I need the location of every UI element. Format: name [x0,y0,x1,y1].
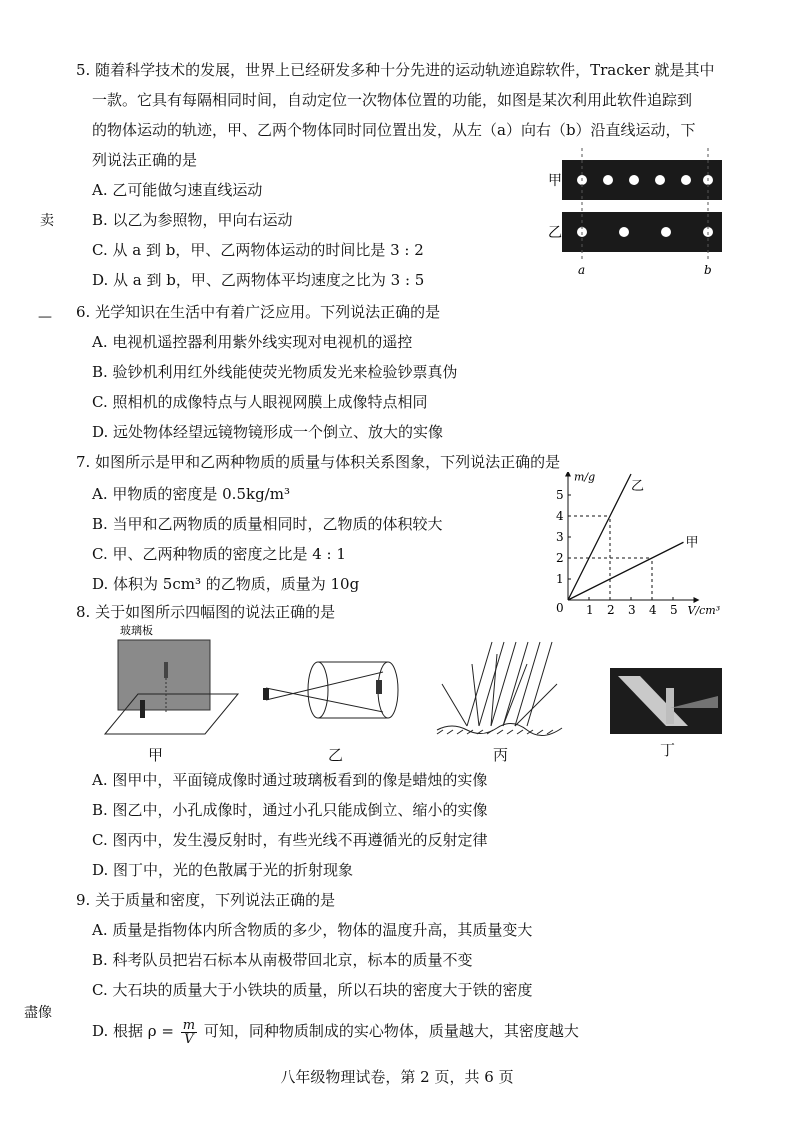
reflected-ray [472,664,479,726]
rough-surface [437,723,562,735]
margin-mark: — [38,309,52,325]
incident-ray [479,642,504,726]
x-tick-label: 5 [670,603,678,617]
incident-ray [527,642,552,726]
prism [666,688,674,724]
position-dot [681,175,691,185]
q8-option-a: A. 图甲中，平面镜成像时通过玻璃板看到的像是蜡烛的实像 [92,771,488,789]
x-axis-label: V/cm³ [687,604,721,617]
q7-option-a: A. 甲物质的密度是 0.5kg/m³ [92,485,290,503]
page-footer: 八年级物理试卷，第 2 页，共 6 页 [280,1068,514,1086]
q5-option-c: C. 从 a 到 b，甲、乙两物体运动的时间比是 3 : 2 [92,241,424,259]
incident-ray [467,642,492,726]
position-dot [629,175,639,185]
q6-stem: 6. 光学知识在生活中有着广泛应用。下列说法正确的是 [76,303,441,321]
figure-label-ding: 丁 [660,741,676,759]
x-tick-label: 4 [649,603,657,617]
figure-label-yi: 乙 [328,746,344,764]
series-line-yi [568,474,631,600]
q9-option-d [92,1016,579,1046]
figure-yi-pinhole [258,650,408,730]
x-axis-arrow [694,597,700,603]
formula-denominator: V [184,1031,194,1047]
origin-label: 0 [556,601,564,615]
position-dot [661,227,671,237]
position-dot [603,175,613,185]
position-dot [655,175,665,185]
q5-stem-line: 5. 随着科学技术的发展，世界上已经研发多种十分先进的运动轨迹追踪软件，Tracker 就是其中 [76,61,715,79]
series-label: 乙 [631,479,645,494]
q8-option-d: D. 图丁中，光的色散属于光的折射现象 [92,861,354,879]
y-tick-label: 3 [556,530,564,544]
margin-mark: 盡像 [24,1005,52,1021]
glass-plate-label: 玻璃板 [120,624,153,637]
y-tick-label: 1 [556,572,564,586]
q9-option-d-text: 可知，同种物质制成的实心物体，质量越大，其密度越大 [203,1022,579,1040]
row-label-yi: 乙 [548,225,562,241]
density-formula [181,1019,197,1046]
inverted-image [376,680,382,694]
q7-option-d: D. 体积为 5cm³ 的乙物质，质量为 10g [92,575,360,593]
row-label-jia: 甲 [548,173,562,189]
y-tick-label: 4 [556,509,564,523]
q5-option-d: D. 从 a 到 b，甲、乙两物体平均速度之比为 3 : 5 [92,271,425,289]
q8-option-b: B. 图乙中，小孔成像时，通过小孔只能成倒立、缩小的实像 [92,801,488,819]
q5-option-a: A. 乙可能做匀速直线运动 [92,181,263,199]
x-tick-label: 2 [607,603,615,617]
q5-stem-line: 的物体运动的轨迹，甲、乙两个物体同时同位置出发，从左（a）向右（b）沿直线运动，下 [92,121,696,139]
q7-stem: 7. 如图所示是甲和乙两种物质的质量与体积关系图象，下列说法正确的是 [76,453,561,471]
margin-mark: 卖 [40,213,54,229]
light-ray [266,672,383,700]
q8-option-c: C. 图丙中，发生漫反射时，有些光线不再遵循光的反射定律 [92,831,488,849]
q9-option-c: C. 大石块的质量大于小铁块的质量，所以石块的密度大于铁的密度 [92,981,533,999]
candle [263,688,269,700]
incident-ray [503,642,528,726]
mass-volume-chart [540,472,740,622]
q6-option-d: D. 远处物体经望远镜物镜形成一个倒立、放大的实像 [92,423,444,441]
series-line-jia [568,542,684,600]
y-axis-label: m/g [574,472,596,484]
figure-jia-glass-plate [100,622,240,742]
y-axis-arrow [565,472,571,477]
figure-ding-dispersion-photo [610,668,722,734]
q9-option-d-prefix: D. 根据 ρ = [92,1022,174,1040]
q9-option-a: A. 质量是指物体内所含物质的多少，物体的温度升高，其质量变大 [92,921,533,939]
x-tick-label: 1 [586,603,594,617]
position-dot [619,227,629,237]
q6-option-b: B. 验钞机利用红外线能使荧光物质发光来检验钞票真伪 [92,363,458,381]
label-b: b [704,263,712,277]
q8-stem: 8. 关于如图所示四幅图的说法正确的是 [76,603,336,621]
q6-option-a: A. 电视机遥控器利用紫外线实现对电视机的遥控 [92,333,413,351]
figure-label-bing: 丙 [493,746,509,764]
figure-label-jia: 甲 [148,746,164,764]
q7-option-b: B. 当甲和乙两物质的质量相同时，乙物质的体积较大 [92,515,443,533]
reflected-ray [442,684,467,726]
light-ray [266,688,383,712]
x-tick-label: 3 [628,603,636,617]
q5-stem-line: 列说法正确的是 [92,151,198,169]
q6-option-c: C. 照相机的成像特点与人眼视网膜上成像特点相同 [92,393,428,411]
q7-option-c: C. 甲、乙两种物质的密度之比是 4 : 1 [92,545,346,563]
q9-stem: 9. 关于质量和密度，下列说法正确的是 [76,891,336,909]
formula-numerator: m [182,1017,196,1033]
series-label: 甲 [685,535,699,551]
candle-image [164,662,168,678]
q9-option-b: B. 科考队员把岩石标本从南极带回北京，标本的质量不变 [92,951,473,969]
y-tick-label: 5 [556,488,564,502]
q5-stem-line: 一款。它具有每隔相同时间，自动定位一次物体位置的功能，如图是某次利用此软件追踪到 [92,91,693,109]
figure-bing-diffuse-reflection [432,634,572,744]
tracker-figure [540,140,730,280]
label-a: a [578,263,586,277]
y-tick-label: 2 [556,551,564,565]
q5-option-b: B. 以乙为参照物，甲向右运动 [92,211,293,229]
